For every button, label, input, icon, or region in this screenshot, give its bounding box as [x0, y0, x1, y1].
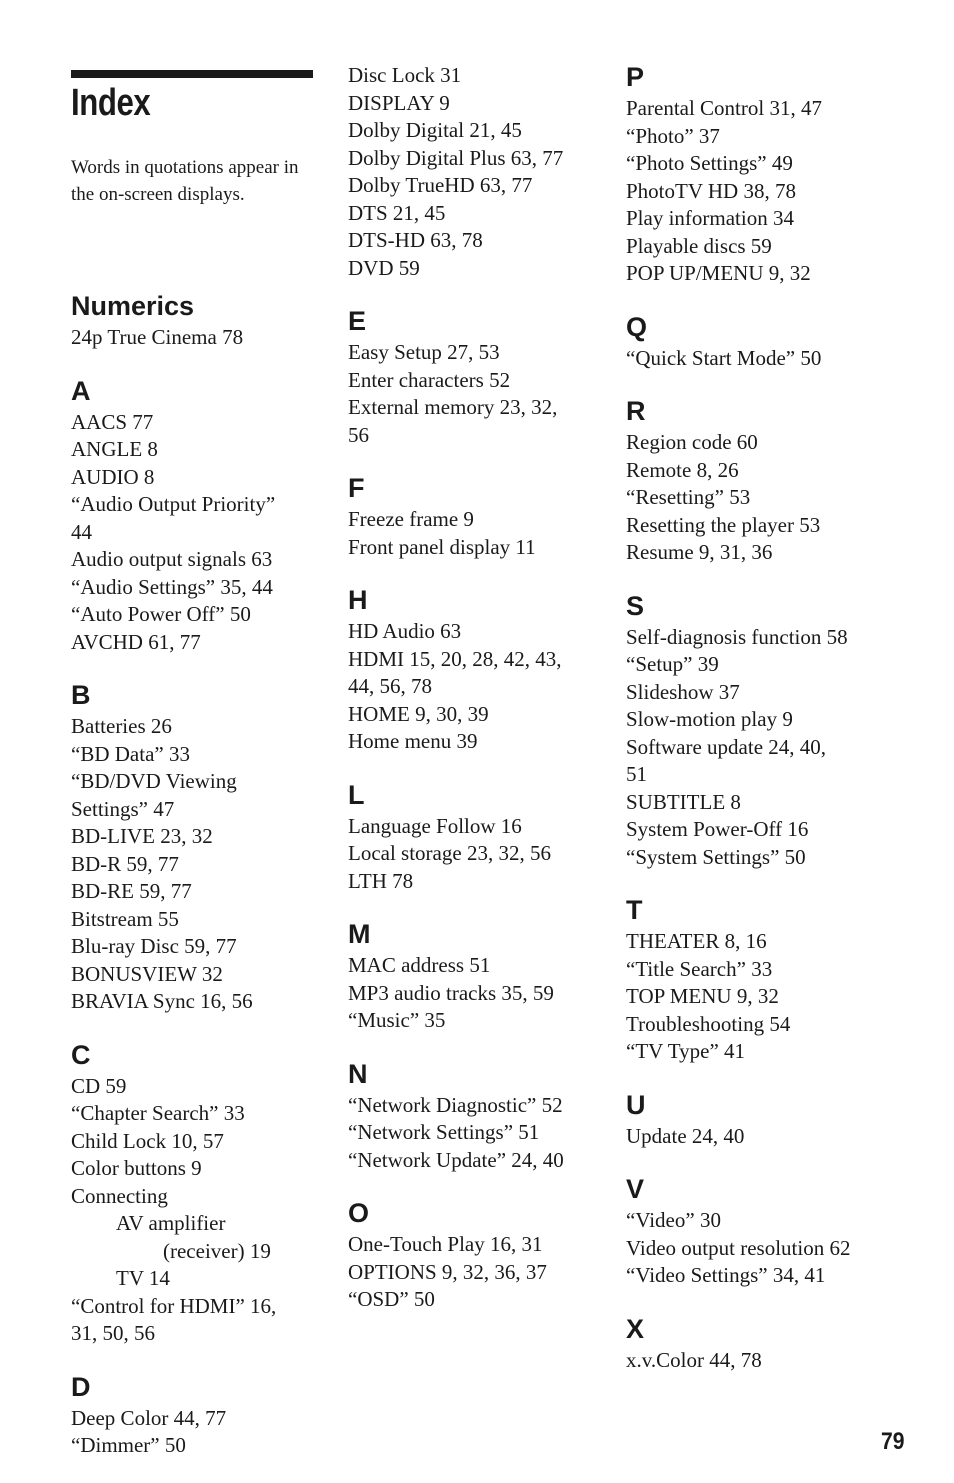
- index-section: [348, 919, 603, 1035]
- index-entry: LTH 78: [348, 868, 414, 893]
- index-entry: DTS 21, 45: [348, 200, 446, 225]
- index-section: [348, 62, 603, 282]
- index-entry: “OSD” 50: [348, 1287, 435, 1311]
- index-entry: AACS 77: [71, 409, 154, 434]
- index-entry: Color buttons 9: [71, 1156, 202, 1180]
- index-entry: DTS-HD 63, 78: [348, 228, 483, 252]
- index-entry: BD-RE 59, 77: [71, 879, 192, 903]
- index-entry: Parental Control 31, 47: [626, 96, 822, 120]
- index-entry: Software update 24, 40,: [626, 734, 827, 759]
- section-heading: B: [71, 680, 91, 710]
- index-entry: Deep Color 44, 77: [71, 1405, 227, 1430]
- index-entry: Troubleshooting 54: [626, 1011, 791, 1036]
- index-entry: “Network Settings” 51: [348, 1120, 540, 1144]
- section-heading: L: [348, 779, 365, 810]
- index-entry: 24p True Cinema 78: [71, 325, 244, 349]
- index-section: [626, 1314, 916, 1375]
- index-entry: External memory 23, 32,: [348, 395, 558, 419]
- index-column-2: [348, 62, 603, 1314]
- index-entry: Easy Setup 27, 53: [348, 340, 500, 364]
- intro-note: Words in quotations appear in the on-screen displays.: [71, 157, 299, 205]
- index-entry: Enter characters 52: [348, 367, 511, 392]
- index-section: [71, 1372, 321, 1460]
- index-section: [71, 680, 321, 1016]
- index-entry: 51: [626, 762, 647, 786]
- index-entry: Language Follow 16: [348, 813, 522, 838]
- index-entry: DVD 59: [348, 255, 420, 280]
- index-entry: Video output resolution 62: [626, 1235, 851, 1260]
- index-entry: “Resetting” 53: [626, 485, 751, 509]
- index-entry: Child Lock 10, 57: [71, 1128, 224, 1153]
- index-entry: Blu-ray Disc 59, 77: [71, 934, 237, 958]
- index-entry: ANGLE 8: [71, 437, 158, 461]
- index-entry: POP UP/MENU 9, 32: [626, 261, 811, 285]
- index-entry: (receiver) 19: [163, 1238, 271, 1263]
- index-entry: 56: [348, 422, 369, 447]
- index-entry: “Dimmer” 50: [71, 1433, 186, 1457]
- section-heading: H: [348, 585, 368, 615]
- index-entry: 44: [71, 519, 92, 544]
- index-entry: “Photo Settings” 49: [626, 151, 793, 175]
- index-section: [626, 1090, 916, 1151]
- index-entry: Audio output signals 63: [71, 547, 273, 571]
- section-heading: C: [71, 1039, 91, 1070]
- index-entry: Update 24, 40: [626, 1123, 745, 1148]
- section-heading: X: [626, 1313, 645, 1344]
- index-entry: Freeze frame 9: [348, 507, 474, 531]
- index-entry: Region code 60: [626, 430, 758, 454]
- index-section: [348, 1059, 603, 1175]
- index-entry: PhotoTV HD 38, 78: [626, 178, 796, 203]
- index-entry: “Chapter Search” 33: [71, 1101, 245, 1125]
- index-entry: “Music” 35: [348, 1008, 446, 1032]
- section-heading: T: [626, 895, 643, 925]
- section-heading: E: [348, 306, 367, 336]
- index-section: [348, 585, 603, 756]
- section-heading: F: [348, 473, 365, 503]
- index-entry: Dolby Digital 21, 45: [348, 118, 522, 142]
- index-entry: THEATER 8, 16: [626, 929, 767, 953]
- index-entry: Bitstream 55: [71, 906, 179, 931]
- index-entry: SUBTITLE 8: [626, 789, 741, 814]
- index-entry: Self-diagnosis function 58: [626, 624, 848, 649]
- index-entry: “BD/DVD Viewing: [71, 769, 237, 793]
- index-section: [626, 1174, 916, 1290]
- section-heading: N: [348, 1058, 368, 1089]
- index-entry: AUDIO 8: [71, 464, 155, 489]
- index-entry: DISPLAY 9: [348, 90, 450, 115]
- index-column-1: [71, 291, 321, 1460]
- index-section: [626, 396, 916, 567]
- index-entry: “Quick Start Mode” 50: [626, 345, 822, 370]
- section-heading: A: [71, 375, 91, 406]
- section-heading: S: [626, 590, 645, 621]
- index-section: [71, 376, 321, 657]
- index-section: [626, 312, 916, 373]
- index-entry: OPTIONS 9, 32, 36, 37: [348, 1259, 547, 1284]
- index-entry: “Video” 30: [626, 1208, 721, 1232]
- index-section: [348, 473, 603, 561]
- index-entry: Playable discs 59: [626, 233, 772, 258]
- index-entry: “TV Type” 41: [626, 1039, 746, 1063]
- page-number: 79: [881, 1428, 905, 1455]
- index-entry: Resetting the player 53: [626, 512, 821, 537]
- index-entry: MP3 audio tracks 35, 59: [348, 980, 554, 1005]
- index-entry: “Auto Power Off” 50: [71, 602, 251, 626]
- page-title: Index: [71, 82, 151, 124]
- index-entry: BD-R 59, 77: [71, 851, 179, 876]
- index-entry: Resume 9, 31, 36: [626, 540, 773, 564]
- section-heading: O: [348, 1198, 370, 1228]
- index-entry: One-Touch Play 16, 31: [348, 1232, 543, 1256]
- index-entry: 44, 56, 78: [348, 674, 432, 698]
- index-entry: “Title Search” 33: [626, 956, 773, 981]
- index-entry: “System Settings” 50: [626, 844, 806, 869]
- index-entry: BRAVIA Sync 16, 56: [71, 989, 253, 1013]
- index-section: [626, 895, 916, 1066]
- index-entry: “Network Diagnostic” 52: [348, 1092, 563, 1117]
- section-heading: R: [626, 396, 646, 426]
- index-entry: TV 14: [116, 1266, 170, 1290]
- index-entry: Slideshow 37: [626, 679, 740, 704]
- index-entry: HD Audio 63: [348, 619, 462, 643]
- section-heading: V: [626, 1174, 645, 1204]
- index-entry: “Video Settings” 34, 41: [626, 1263, 826, 1287]
- index-entry: System Power-Off 16: [626, 817, 809, 841]
- index-entry: “Photo” 37: [626, 123, 720, 148]
- index-section: [626, 62, 916, 288]
- section-heading: M: [348, 919, 371, 949]
- index-entry: “Network Update” 24, 40: [348, 1147, 564, 1172]
- title-rule: [71, 70, 313, 78]
- index-section: [71, 291, 321, 352]
- index-section: [71, 1040, 321, 1348]
- section-heading: Numerics: [71, 291, 195, 321]
- index-entry: x.v.Color 44, 78: [626, 1347, 762, 1372]
- index-entry: Connecting: [71, 1183, 168, 1208]
- index-entry: “BD Data” 33: [71, 741, 190, 766]
- index-entry: 31, 50, 56: [71, 1321, 155, 1345]
- index-entry: “Audio Settings” 35, 44: [71, 574, 273, 599]
- index-entry: Settings” 47: [71, 796, 175, 821]
- index-entry: MAC address 51: [348, 953, 491, 977]
- index-column-3: [626, 62, 916, 1374]
- section-heading: D: [71, 1371, 91, 1402]
- index-section: [348, 1198, 603, 1314]
- section-heading: P: [626, 62, 645, 92]
- index-section: [348, 306, 603, 449]
- index-entry: “Control for HDMI” 16,: [71, 1293, 277, 1318]
- section-heading: Q: [626, 311, 648, 342]
- index-entry: “Audio Output Priority”: [71, 492, 276, 516]
- index-entry: BD-LIVE 23, 32: [71, 824, 213, 848]
- index-entry: BONUSVIEW 32: [71, 961, 223, 986]
- section-heading: U: [626, 1089, 646, 1120]
- index-entry: Disc Lock 31: [348, 63, 462, 87]
- index-entry: Slow-motion play 9: [626, 707, 793, 731]
- index-entry: CD 59: [71, 1073, 127, 1098]
- index-entry: Batteries 26: [71, 714, 172, 738]
- index-entry: HOME 9, 30, 39: [348, 701, 489, 726]
- index-section: [626, 591, 916, 872]
- index-entry: Home menu 39: [348, 729, 478, 753]
- index-entry: Front panel display 11: [348, 534, 536, 559]
- index-entry: Local storage 23, 32, 56: [348, 841, 551, 865]
- index-entry: Dolby TrueHD 63, 77: [348, 173, 533, 197]
- index-entry: HDMI 15, 20, 28, 42, 43,: [348, 646, 562, 671]
- index-entry: Play information 34: [626, 206, 794, 230]
- index-entry: AV amplifier: [116, 1211, 226, 1235]
- index-entry: Dolby Digital Plus 63, 77: [348, 145, 564, 170]
- index-entry: TOP MENU 9, 32: [626, 984, 779, 1008]
- index-entry: AVCHD 61, 77: [71, 629, 201, 654]
- index-entry: “Setup” 39: [626, 652, 719, 676]
- index-section: [348, 780, 603, 896]
- index-entry: Remote 8, 26: [626, 457, 739, 482]
